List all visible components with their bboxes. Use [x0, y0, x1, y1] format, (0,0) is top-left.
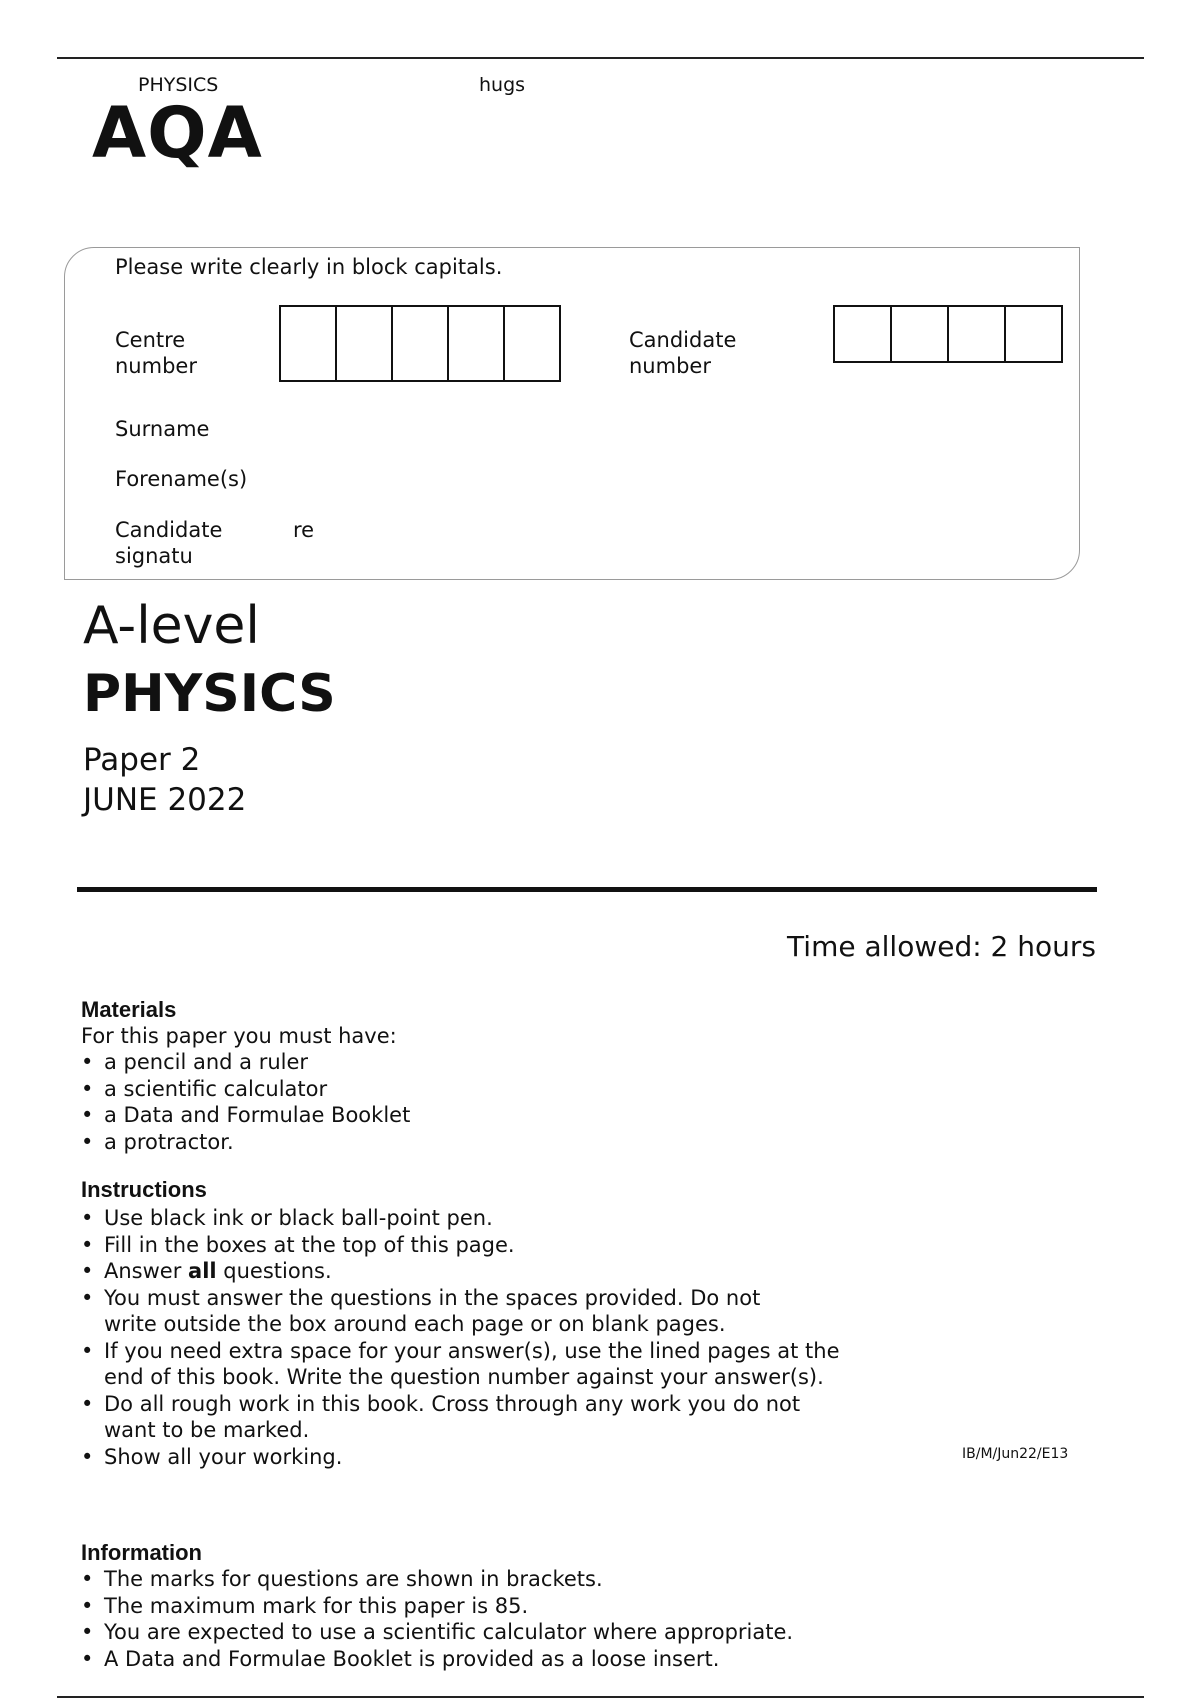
paper-number: Paper 2 — [83, 742, 201, 778]
candidate-number-digit-box[interactable] — [833, 305, 892, 363]
time-allowed: Time allowed: 2 hours — [787, 930, 1096, 963]
aqa-logo: AQA — [92, 92, 263, 174]
exam-date: JUNE 2022 — [83, 782, 247, 818]
list-item: • a scientific calculator — [81, 1076, 801, 1103]
list-item: • Fill in the boxes at the top of this page. — [81, 1232, 871, 1259]
list-item: • a pencil and a ruler — [81, 1049, 801, 1076]
subject-title: PHYSICS — [83, 664, 336, 724]
list-item: • Use black ink or black ball-point pen. — [81, 1205, 871, 1232]
header-extra-text: hugs — [479, 74, 526, 96]
list-item: • The marks for questions are shown in brackets. — [81, 1566, 981, 1593]
forenames-label: Forename(s) — [115, 467, 248, 491]
emphasis-text: all — [188, 1259, 217, 1283]
instructions-list — [81, 1205, 871, 1470]
centre-number-boxes — [281, 305, 561, 382]
list-item: • Show all your working. — [81, 1444, 871, 1471]
instructions-heading: Instructions — [81, 1177, 207, 1202]
header-subject: PHYSICS — [138, 74, 219, 96]
centre-number-digit-box[interactable] — [503, 305, 561, 382]
materials-heading: Materials — [81, 997, 177, 1022]
centre-number-label: Centre number — [115, 328, 197, 378]
list-item: • Do all rough work in this book. Cross through any work you do not want to be marked. — [81, 1391, 844, 1444]
reference-code: IB/M/Jun22/E13 — [962, 1446, 1069, 1462]
list-item-text: questions. — [216, 1259, 332, 1283]
centre-number-digit-box[interactable] — [279, 305, 337, 382]
list-item: • You are expected to use a scientific calculator where appropriate. — [81, 1619, 981, 1646]
section-divider — [77, 887, 1097, 892]
list-item: • A Data and Formulae Booklet is provided as a loose insert. — [81, 1646, 981, 1673]
information-list — [81, 1566, 981, 1672]
candidate-number-boxes — [835, 305, 1063, 363]
candidate-number-digit-box[interactable] — [1004, 305, 1063, 363]
signature-label-suffix: re — [293, 518, 315, 542]
candidate-number-digit-box[interactable] — [947, 305, 1006, 363]
surname-label: Surname — [115, 417, 210, 441]
centre-number-digit-box[interactable] — [335, 305, 393, 382]
information-heading: Information — [81, 1540, 202, 1565]
top-rule — [57, 57, 1144, 59]
candidate-number-digit-box[interactable] — [890, 305, 949, 363]
list-item: • You must answer the questions in the spaces provided. Do not write outside the box around each page or on blank pages. — [81, 1285, 804, 1338]
qualification-level: A-level — [83, 596, 260, 656]
bottom-rule — [57, 1696, 1144, 1698]
signature-label: Candidate signatu — [115, 518, 223, 568]
block-capitals-instruction: Please write clearly in block capitals. — [115, 255, 503, 279]
list-item: • The maximum mark for this paper is 85. — [81, 1593, 981, 1620]
list-item — [81, 1258, 871, 1285]
materials-list — [81, 1049, 801, 1155]
list-item: • If you need extra space for your answer(s), use the lined pages at the end of this book. Write the question number against your answer(s). — [81, 1338, 871, 1391]
materials-intro: For this paper you must have: — [81, 1024, 397, 1048]
centre-number-digit-box[interactable] — [391, 305, 449, 382]
list-item: • a protractor. — [81, 1129, 801, 1156]
centre-number-digit-box[interactable] — [447, 305, 505, 382]
list-item: • a Data and Formulae Booklet — [81, 1102, 801, 1129]
list-item-text: Answer — [104, 1259, 189, 1283]
candidate-number-label: Candidate number — [629, 328, 737, 378]
